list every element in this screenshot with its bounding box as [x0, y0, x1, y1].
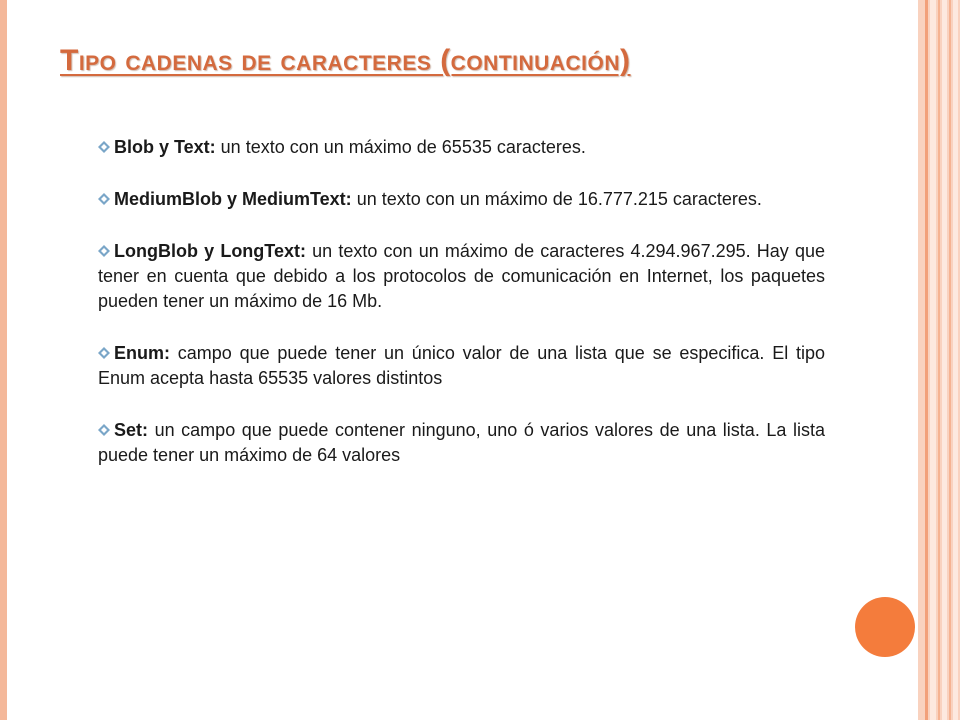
- diamond-bullet-icon: [98, 193, 110, 205]
- right-frame-border: [918, 0, 960, 720]
- frame-stripe: [930, 0, 936, 720]
- frame-stripe: [942, 0, 947, 720]
- item-text: un campo que puede contener ninguno, uno ó varios valores de una lista. La lista puede tener un máximo de 64 valores: [98, 420, 825, 465]
- item-term: Set:: [114, 420, 149, 440]
- item-term: MediumBlob y MediumText:: [114, 189, 352, 209]
- left-frame-border: [0, 0, 7, 720]
- item-term: Blob y Text:: [114, 137, 216, 157]
- frame-stripe: [938, 0, 940, 720]
- item-term: Enum:: [114, 343, 170, 363]
- item-text: un texto con un máximo de caracteres 4.294.967.295. Hay que tener en cuenta que debido a los protocolos de comunicación en Internet, los paquetes pueden tener un máximo de 16 Mb.: [98, 241, 825, 311]
- item-term: LongBlob y LongText:: [114, 241, 306, 261]
- frame-stripe: [925, 0, 928, 720]
- list-item: [98, 418, 825, 468]
- diamond-bullet-icon: [98, 141, 110, 153]
- item-text: un texto con un máximo de 16.777.215 caracteres.: [351, 189, 762, 209]
- item-text: un texto con un máximo de 65535 caracteres.: [215, 137, 586, 157]
- diamond-bullet-icon: [98, 245, 110, 257]
- list-item: [98, 341, 825, 391]
- decorative-circle: [855, 597, 915, 657]
- list-item: [98, 239, 825, 314]
- frame-stripe: [953, 0, 958, 720]
- diamond-bullet-icon: [98, 347, 110, 359]
- slide-title: Tipo cadenas de caracteres (continuación): [60, 44, 631, 77]
- bullet-list: [98, 135, 825, 495]
- diamond-bullet-icon: [98, 424, 110, 436]
- frame-stripe: [949, 0, 951, 720]
- item-text: campo que puede tener un único valor de una lista que se especifica. El tipo Enum acepta hasta 65535 valores distintos: [98, 343, 825, 388]
- list-item: [98, 135, 825, 160]
- list-item: [98, 187, 825, 212]
